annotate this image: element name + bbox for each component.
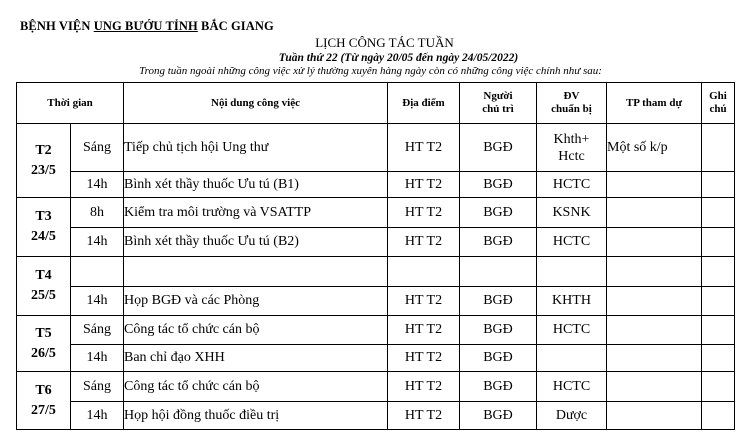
hospital-name-underlined: UNG BƯỚU TỈNH: [93, 19, 198, 33]
content-cell: Công tác tổ chức cán bộ: [124, 372, 388, 402]
table-row: [17, 345, 735, 372]
hospital-name-suffix: BẮC GIANG: [197, 19, 274, 33]
note-cell: [702, 372, 735, 402]
location-cell: HT T2: [388, 345, 460, 372]
host-cell: BGĐ: [460, 228, 537, 257]
col-note: [702, 83, 735, 124]
content-cell: Bình xét thầy thuốc Ưu tú (B2): [124, 228, 388, 257]
col-attend: TP tham dự: [607, 83, 702, 124]
location-cell: HT T2: [388, 287, 460, 316]
table-row: [17, 316, 735, 345]
day-date: 25/5: [31, 288, 56, 303]
note-cell: [702, 257, 735, 287]
host-cell: BGĐ: [460, 402, 537, 430]
host-cell: BGĐ: [460, 316, 537, 345]
table-row: [17, 172, 735, 198]
note-cell: [702, 124, 735, 172]
day-cell: [17, 124, 71, 198]
location-cell: HT T2: [388, 198, 460, 228]
day-cell: [17, 198, 71, 257]
week-line: [0, 52, 741, 64]
slot-cell: Sáng: [71, 316, 124, 345]
week-line-text: Tuần thứ 22 (Từ ngày 20/05 đến ngày 24/05/2022): [278, 52, 519, 64]
prep-cell: [537, 345, 607, 372]
table-row: [17, 257, 735, 287]
content-cell: Công tác tổ chức cán bộ: [124, 316, 388, 345]
prep-cell: KHTH: [537, 287, 607, 316]
attend-cell: Một số k/p: [607, 124, 702, 172]
table-row: [17, 228, 735, 257]
prep-cell: KSNK: [537, 198, 607, 228]
attend-cell: [607, 345, 702, 372]
location-cell: HT T2: [388, 402, 460, 430]
prep-cell: [537, 257, 607, 287]
hospital-name-prefix: BỆNH VIỆN: [20, 19, 94, 33]
content-cell: Tiếp chủ tịch hội Ung thư: [124, 124, 388, 172]
slot-cell: Sáng: [71, 124, 124, 172]
slot-cell: 14h: [71, 228, 124, 257]
day-name: T4: [35, 268, 52, 283]
hospital-name: [20, 19, 274, 34]
day-name: T2: [35, 142, 52, 158]
prep-cell: HCTC: [537, 228, 607, 257]
host-cell: BGĐ: [460, 287, 537, 316]
col-host-line2: chủ trì: [482, 103, 514, 115]
host-cell: BGĐ: [460, 172, 537, 198]
col-time: Thời gian: [17, 83, 124, 124]
day-date: 26/5: [31, 345, 56, 361]
col-content: Nội dung công việc: [124, 83, 388, 124]
note-cell: [702, 198, 735, 228]
table-row: [17, 372, 735, 402]
day-cell: [17, 257, 71, 316]
host-cell: [460, 257, 537, 287]
location-cell: HT T2: [388, 172, 460, 198]
content-cell: Bình xét thầy thuốc Ưu tú (B1): [124, 172, 388, 198]
day-name: T6: [35, 382, 52, 398]
location-cell: HT T2: [388, 124, 460, 172]
host-cell: BGĐ: [460, 198, 537, 228]
content-cell: Kiểm tra môi trường và VSATTP: [124, 198, 388, 228]
note-cell: [702, 345, 735, 372]
col-prep-line1: ĐV: [563, 90, 580, 102]
slot-cell: 14h: [71, 345, 124, 372]
slot-cell: 8h: [71, 198, 124, 228]
attend-cell: [607, 257, 702, 287]
slot-cell: 14h: [71, 287, 124, 316]
prep-cell: Dược: [537, 402, 607, 430]
day-name: T3: [35, 209, 52, 224]
content-cell: Họp hội đồng thuốc điều trị: [124, 402, 388, 430]
col-prep: [537, 83, 607, 124]
table-row: [17, 198, 735, 228]
note-cell: [702, 402, 735, 430]
note-cell: [702, 287, 735, 316]
slot-cell: 14h: [71, 402, 124, 430]
content-cell: Họp BGĐ và các Phòng: [124, 287, 388, 316]
prep-cell: [537, 124, 607, 172]
attend-cell: [607, 372, 702, 402]
prep-line2: Hctc: [558, 148, 585, 164]
day-date: 27/5: [31, 402, 56, 418]
col-note-line2: chú: [709, 103, 727, 115]
location-cell: HT T2: [388, 372, 460, 402]
location-cell: HT T2: [388, 316, 460, 345]
attend-cell: [607, 287, 702, 316]
intro-note: [0, 65, 741, 77]
attend-cell: [607, 198, 702, 228]
slot-cell: Sáng: [71, 372, 124, 402]
prep-cell: HCTC: [537, 172, 607, 198]
col-location: Địa điểm: [388, 83, 460, 124]
document-title-text: LỊCH CÔNG TÁC TUẦN: [315, 35, 454, 50]
day-date: 24/5: [31, 229, 56, 244]
note-cell: [702, 172, 735, 198]
prep-cell: HCTC: [537, 316, 607, 345]
intro-note-text: Trong tuần ngoài những công việc xử lý thường xuyên hàng ngày còn có những công việc chính như sau:: [139, 65, 602, 77]
table-row: [17, 402, 735, 430]
slot-cell: 14h: [71, 172, 124, 198]
attend-cell: [607, 172, 702, 198]
prep-line1: Khth+: [553, 131, 590, 147]
header-row: [17, 83, 735, 124]
table-row: [17, 287, 735, 316]
col-host: [460, 83, 537, 124]
location-cell: HT T2: [388, 228, 460, 257]
attend-cell: [607, 402, 702, 430]
schedule-table: [16, 82, 735, 430]
prep-cell: HCTC: [537, 372, 607, 402]
document-title: [0, 35, 741, 51]
day-name: T5: [35, 325, 52, 341]
col-host-line1: Người: [483, 90, 513, 102]
table-row: [17, 124, 735, 172]
day-cell: [17, 372, 71, 430]
note-cell: [702, 316, 735, 345]
col-prep-line2: chuẩn bị: [551, 103, 592, 115]
host-cell: BGĐ: [460, 345, 537, 372]
content-cell: [124, 257, 388, 287]
slot-cell: [71, 257, 124, 287]
day-cell: [17, 316, 71, 372]
col-note-line1: Ghi: [709, 90, 727, 102]
attend-cell: [607, 228, 702, 257]
host-cell: BGĐ: [460, 372, 537, 402]
attend-cell: [607, 316, 702, 345]
content-cell: Ban chỉ đạo XHH: [124, 345, 388, 372]
day-date: 23/5: [31, 162, 56, 178]
host-cell: BGĐ: [460, 124, 537, 172]
location-cell: [388, 257, 460, 287]
note-cell: [702, 228, 735, 257]
